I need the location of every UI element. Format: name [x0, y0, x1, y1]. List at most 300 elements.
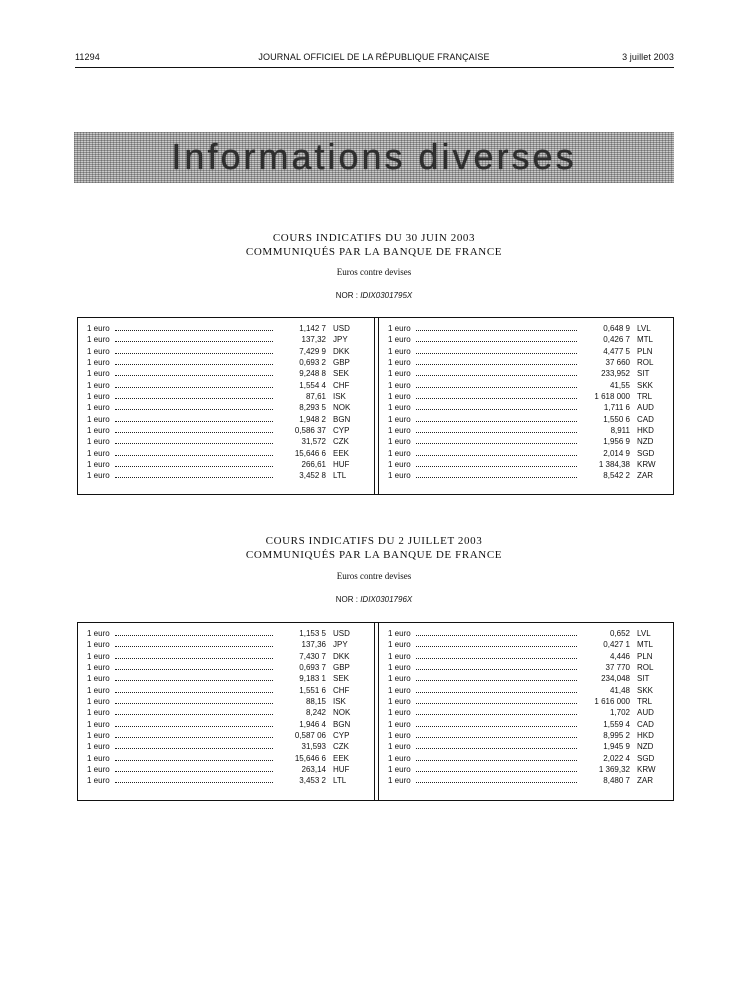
rate-label: 1 euro: [87, 708, 110, 718]
section-1-source: COMMUNIQUÉS PAR LA BANQUE DE FRANCE: [245, 246, 503, 258]
rate-row: [87, 402, 359, 413]
currency-code: USD: [333, 324, 350, 333]
rate-row: [388, 673, 663, 684]
rate-row: [87, 707, 359, 718]
rate-row: [388, 639, 663, 650]
dot-leader: [416, 455, 577, 456]
rate-value: 1,142 7: [299, 324, 326, 333]
dot-leader: [416, 760, 577, 761]
dot-leader: [115, 330, 273, 331]
rate-label: 1 euro: [87, 640, 110, 650]
rate-label: 1 euro: [87, 460, 110, 470]
rate-label: 1 euro: [87, 742, 110, 752]
rate-row: [388, 628, 663, 639]
dot-leader: [115, 726, 273, 727]
currency-code: LVL: [637, 324, 651, 333]
dot-leader: [416, 432, 577, 433]
rate-value: 2,022 4: [603, 753, 630, 763]
rate-label: 1 euro: [87, 697, 110, 707]
rate-value: 7,430 7: [299, 651, 326, 661]
rate-value: 1 616 000: [594, 697, 630, 707]
rate-row: [87, 662, 359, 673]
rate-label: 1 euro: [388, 731, 411, 741]
currency-code: EEK: [333, 448, 350, 458]
dot-leader: [115, 364, 273, 365]
rate-label: 1 euro: [388, 708, 411, 718]
dot-leader: [416, 466, 577, 467]
currency-code: ROL: [637, 663, 654, 673]
currency-code: CYP: [333, 426, 350, 436]
dot-leader: [115, 353, 273, 354]
rate-label: 1 euro: [87, 685, 110, 695]
rate-value: 0,693 7: [299, 663, 326, 673]
rate-value: 9,183 1: [299, 674, 326, 684]
currency-code: SIT: [637, 369, 650, 379]
rate-label: 1 euro: [388, 403, 411, 413]
rate-row: [87, 719, 359, 730]
currency-code: HUF: [333, 460, 350, 470]
rate-label: 1 euro: [87, 392, 110, 402]
rate-value: 0,586 37: [294, 426, 326, 436]
rate-value: 15,646 6: [294, 753, 326, 763]
dot-leader: [416, 669, 577, 670]
rate-row: [87, 368, 359, 379]
rates-table-2-right: [388, 628, 663, 787]
rate-row: [87, 357, 359, 368]
rate-value: 0,648 9: [603, 324, 630, 333]
rate-value: 1,702: [609, 708, 630, 718]
currency-code: LVL: [637, 629, 651, 638]
rate-row: [87, 346, 359, 357]
rate-label: 1 euro: [388, 448, 411, 458]
rate-row: [87, 323, 359, 334]
rate-value: 0,693 2: [299, 358, 326, 368]
dot-leader: [416, 443, 577, 444]
rate-row: [388, 425, 663, 436]
rate-value: 8,480 7: [603, 776, 630, 786]
rate-row: [388, 719, 663, 730]
rate-label: 1 euro: [87, 426, 110, 436]
currency-code: SKK: [637, 685, 654, 695]
rate-value: 1,948 2: [299, 414, 326, 424]
rate-value: 8,542 2: [603, 471, 630, 481]
dot-leader: [416, 421, 577, 422]
rate-value: 9,248 8: [299, 369, 326, 379]
rate-label: 1 euro: [388, 471, 411, 481]
column-divider: [374, 622, 379, 801]
rate-row: [87, 764, 359, 775]
currency-code: ISK: [333, 697, 346, 707]
dot-leader: [115, 714, 273, 715]
rate-label: 1 euro: [87, 324, 110, 333]
journal-title: JOURNAL OFFICIEL DE LA RÉPUBLIQUE FRANÇAISE: [258, 52, 490, 62]
currency-code: CAD: [637, 414, 654, 424]
dot-leader: [115, 771, 273, 772]
currency-code: MTL: [637, 335, 653, 345]
rates-table-2: [77, 622, 674, 801]
dot-leader: [416, 635, 577, 636]
rate-label: 1 euro: [87, 731, 110, 741]
currency-code: BGN: [333, 719, 351, 729]
dot-leader: [416, 364, 577, 365]
rates-table-1: [77, 317, 674, 495]
rate-value: 1,711 6: [603, 403, 630, 413]
currency-code: CZK: [333, 437, 349, 447]
dot-leader: [416, 737, 577, 738]
rate-value: 1,559 4: [603, 719, 630, 729]
rate-row: [388, 346, 663, 357]
currency-code: ISK: [333, 392, 346, 402]
currency-code: JPY: [333, 640, 348, 650]
dot-leader: [416, 477, 577, 478]
dot-leader: [115, 760, 273, 761]
rate-label: 1 euro: [388, 437, 411, 447]
currency-code: TRL: [637, 392, 653, 402]
rate-row: [87, 651, 359, 662]
dot-leader: [416, 714, 577, 715]
rate-label: 1 euro: [388, 640, 411, 650]
rate-value: 37 660: [605, 358, 630, 368]
rate-label: 1 euro: [388, 651, 411, 661]
dot-leader: [416, 658, 577, 659]
rate-value: 0,427 1: [603, 640, 630, 650]
rate-value: 87,61: [305, 392, 326, 402]
nor-label: NOR :: [335, 291, 358, 300]
rate-value: 8,293 5: [299, 403, 326, 413]
rate-value: 88,15: [305, 697, 326, 707]
rate-row: [87, 459, 359, 470]
rate-value: 1,946 4: [299, 719, 326, 729]
rate-value: 15,646 6: [294, 448, 326, 458]
currency-code: AUD: [637, 403, 654, 413]
rate-row: [388, 436, 663, 447]
rate-value: 1 618 000: [594, 392, 630, 402]
page-number: 11294: [75, 52, 100, 62]
dot-leader: [115, 703, 273, 704]
rate-label: 1 euro: [87, 403, 110, 413]
rate-value: 1,956 9: [603, 437, 630, 447]
rate-row: [87, 696, 359, 707]
rate-label: 1 euro: [388, 742, 411, 752]
rate-label: 1 euro: [87, 663, 110, 673]
rate-label: 1 euro: [388, 674, 411, 684]
currency-code: PLN: [637, 346, 653, 356]
rate-label: 1 euro: [388, 663, 411, 673]
currency-code: MTL: [637, 640, 653, 650]
rate-value: 3,453 2: [299, 776, 326, 786]
currency-code: SGD: [637, 753, 655, 763]
dot-leader: [416, 387, 577, 388]
rate-value: 2,014 9: [603, 448, 630, 458]
currency-code: HUF: [333, 765, 350, 775]
nor-code: IDIX0301796X: [360, 595, 413, 604]
rate-row: [87, 741, 359, 752]
banner-title: Informations diverses: [171, 135, 577, 177]
dot-leader: [115, 443, 273, 444]
rate-row: [87, 753, 359, 764]
currency-code: NZD: [637, 742, 654, 752]
rate-label: 1 euro: [388, 392, 411, 402]
rate-value: 1,551 6: [299, 685, 326, 695]
dot-leader: [115, 341, 273, 342]
dot-leader: [115, 748, 273, 749]
issue-date: 3 juillet 2003: [622, 52, 674, 62]
rate-label: 1 euro: [87, 629, 110, 638]
rate-value: 4,446: [609, 651, 630, 661]
rate-value: 4,477 5: [603, 346, 630, 356]
dot-leader: [416, 680, 577, 681]
currency-code: CYP: [333, 731, 350, 741]
currency-code: GBP: [333, 663, 350, 673]
rate-row: [388, 459, 663, 470]
currency-code: AUD: [637, 708, 654, 718]
rate-row: [388, 662, 663, 673]
rate-label: 1 euro: [388, 719, 411, 729]
rate-row: [87, 673, 359, 684]
rate-label: 1 euro: [87, 437, 110, 447]
rate-value: 266,61: [301, 460, 326, 470]
nor-code: IDIX0301795X: [360, 291, 413, 300]
rate-row: [388, 696, 663, 707]
currency-code: ZAR: [637, 776, 653, 786]
dot-leader: [115, 658, 273, 659]
section-banner: [74, 132, 674, 183]
rate-row: [388, 380, 663, 391]
dot-leader: [115, 409, 273, 410]
rate-label: 1 euro: [87, 448, 110, 458]
dot-leader: [416, 409, 577, 410]
rate-value: 0,652: [609, 629, 630, 638]
rate-value: 1 384,38: [598, 460, 630, 470]
rate-value: 1,945 9: [603, 742, 630, 752]
rate-row: [388, 414, 663, 425]
currency-code: TRL: [637, 697, 653, 707]
dot-leader: [115, 466, 273, 467]
rate-label: 1 euro: [388, 369, 411, 379]
dot-leader: [416, 353, 577, 354]
rate-value: 137,32: [301, 335, 326, 345]
rate-row: [388, 685, 663, 696]
rate-value: 137,36: [301, 640, 326, 650]
rate-label: 1 euro: [87, 719, 110, 729]
rate-label: 1 euro: [388, 685, 411, 695]
dot-leader: [115, 375, 273, 376]
rate-label: 1 euro: [87, 346, 110, 356]
currency-code: ROL: [637, 358, 654, 368]
currency-code: PLN: [637, 651, 653, 661]
rate-value: 41,48: [609, 685, 630, 695]
rate-label: 1 euro: [87, 369, 110, 379]
currency-code: CHF: [333, 380, 350, 390]
rate-label: 1 euro: [388, 335, 411, 345]
rate-row: [388, 651, 663, 662]
rate-row: [388, 753, 663, 764]
rate-label: 1 euro: [388, 765, 411, 775]
rate-value: 263,14: [301, 765, 326, 775]
rate-row: [388, 368, 663, 379]
dot-leader: [416, 726, 577, 727]
currency-code: CAD: [637, 719, 654, 729]
rate-row: [388, 334, 663, 345]
rate-label: 1 euro: [87, 335, 110, 345]
rate-value: 37 770: [605, 663, 630, 673]
rate-value: 1,153 5: [299, 629, 326, 638]
currency-code: EEK: [333, 753, 350, 763]
rate-row: [388, 357, 663, 368]
dot-leader: [416, 341, 577, 342]
rates-table-1-left: [87, 323, 359, 482]
rate-row: [87, 414, 359, 425]
rate-row: [87, 639, 359, 650]
currency-code: SEK: [333, 369, 350, 379]
currency-code: GBP: [333, 358, 350, 368]
dot-leader: [115, 635, 273, 636]
dot-leader: [115, 421, 273, 422]
rate-row: [87, 334, 359, 345]
rate-row: [388, 323, 663, 334]
rate-row: [87, 391, 359, 402]
rate-label: 1 euro: [87, 471, 110, 481]
rate-row: [87, 775, 359, 786]
rate-value: 41,55: [609, 380, 630, 390]
column-divider: [374, 317, 379, 495]
dot-leader: [115, 669, 273, 670]
currency-code: USD: [333, 629, 350, 638]
rate-value: 1,550 6: [603, 414, 630, 424]
rate-label: 1 euro: [388, 753, 411, 763]
rate-row: [87, 730, 359, 741]
dot-leader: [416, 782, 577, 783]
rate-row: [87, 380, 359, 391]
rate-value: 8,911: [610, 426, 630, 436]
rate-value: 7,429 9: [299, 346, 326, 356]
dot-leader: [115, 432, 273, 433]
dot-leader: [416, 330, 577, 331]
rate-label: 1 euro: [388, 629, 411, 638]
rate-label: 1 euro: [87, 358, 110, 368]
rate-value: 31,593: [301, 742, 326, 752]
dot-leader: [115, 477, 273, 478]
dot-leader: [115, 782, 273, 783]
section-2-title: COURS INDICATIFS DU 2 JUILLET 2003: [265, 535, 483, 547]
rate-label: 1 euro: [87, 776, 110, 786]
currency-code: HKD: [637, 731, 654, 741]
rate-value: 234,048: [601, 674, 630, 684]
currency-code: KRW: [637, 460, 656, 470]
dot-leader: [416, 748, 577, 749]
nor-label: NOR :: [335, 595, 358, 604]
rate-label: 1 euro: [87, 380, 110, 390]
rate-row: [388, 391, 663, 402]
dot-leader: [115, 692, 273, 693]
section-1-subtitle: Euros contre devises: [336, 267, 412, 277]
section-1-nor: [0, 291, 748, 300]
section-2-nor: [0, 595, 748, 604]
currency-code: SEK: [333, 674, 350, 684]
rate-label: 1 euro: [388, 414, 411, 424]
dot-leader: [416, 375, 577, 376]
currency-code: CHF: [333, 685, 350, 695]
rate-row: [87, 470, 359, 481]
rate-row: [388, 470, 663, 481]
rate-value: 3,452 8: [299, 471, 326, 481]
rate-label: 1 euro: [87, 414, 110, 424]
dot-leader: [115, 398, 273, 399]
rates-table-1-right: [388, 323, 663, 482]
section-2-source: COMMUNIQUÉS PAR LA BANQUE DE FRANCE: [245, 549, 503, 561]
header-rule: [75, 67, 674, 68]
currency-code: ZAR: [637, 471, 653, 481]
dot-leader: [115, 737, 273, 738]
currency-code: DKK: [333, 346, 350, 356]
rate-row: [388, 775, 663, 786]
dot-leader: [416, 692, 577, 693]
dot-leader: [416, 771, 577, 772]
rate-label: 1 euro: [388, 358, 411, 368]
dot-leader: [115, 680, 273, 681]
currency-code: SGD: [637, 448, 655, 458]
currency-code: KRW: [637, 765, 656, 775]
currency-code: CZK: [333, 742, 349, 752]
currency-code: SKK: [637, 380, 654, 390]
rate-label: 1 euro: [388, 380, 411, 390]
rates-table-2-left: [87, 628, 359, 787]
rate-label: 1 euro: [388, 324, 411, 333]
rate-row: [87, 436, 359, 447]
dot-leader: [416, 703, 577, 704]
currency-code: NOK: [333, 403, 351, 413]
rate-label: 1 euro: [87, 651, 110, 661]
rate-row: [388, 707, 663, 718]
rate-row: [87, 685, 359, 696]
rate-label: 1 euro: [87, 753, 110, 763]
currency-code: DKK: [333, 651, 350, 661]
rate-row: [388, 764, 663, 775]
rate-label: 1 euro: [388, 776, 411, 786]
rate-value: 8,995 2: [603, 731, 630, 741]
currency-code: LTL: [333, 776, 347, 786]
rate-value: 0,426 7: [603, 335, 630, 345]
rate-row: [388, 448, 663, 459]
currency-code: BGN: [333, 414, 351, 424]
section-2-subtitle: Euros contre devises: [336, 571, 412, 581]
rate-row: [87, 628, 359, 639]
dot-leader: [416, 646, 577, 647]
rate-row: [388, 741, 663, 752]
rate-label: 1 euro: [87, 765, 110, 775]
rate-value: 31,572: [301, 437, 326, 447]
currency-code: HKD: [637, 426, 654, 436]
dot-leader: [115, 387, 273, 388]
rate-row: [388, 402, 663, 413]
rate-label: 1 euro: [388, 460, 411, 470]
rate-label: 1 euro: [388, 697, 411, 707]
rate-label: 1 euro: [388, 346, 411, 356]
rate-label: 1 euro: [87, 674, 110, 684]
dot-leader: [416, 398, 577, 399]
rate-row: [388, 730, 663, 741]
rate-value: 0,587 06: [294, 731, 326, 741]
rate-row: [87, 448, 359, 459]
rate-value: 1,554 4: [299, 380, 326, 390]
currency-code: NZD: [637, 437, 654, 447]
currency-code: SIT: [637, 674, 650, 684]
rate-value: 233,952: [601, 369, 630, 379]
rate-label: 1 euro: [388, 426, 411, 436]
currency-code: LTL: [333, 471, 347, 481]
currency-code: NOK: [333, 708, 351, 718]
rate-row: [87, 425, 359, 436]
